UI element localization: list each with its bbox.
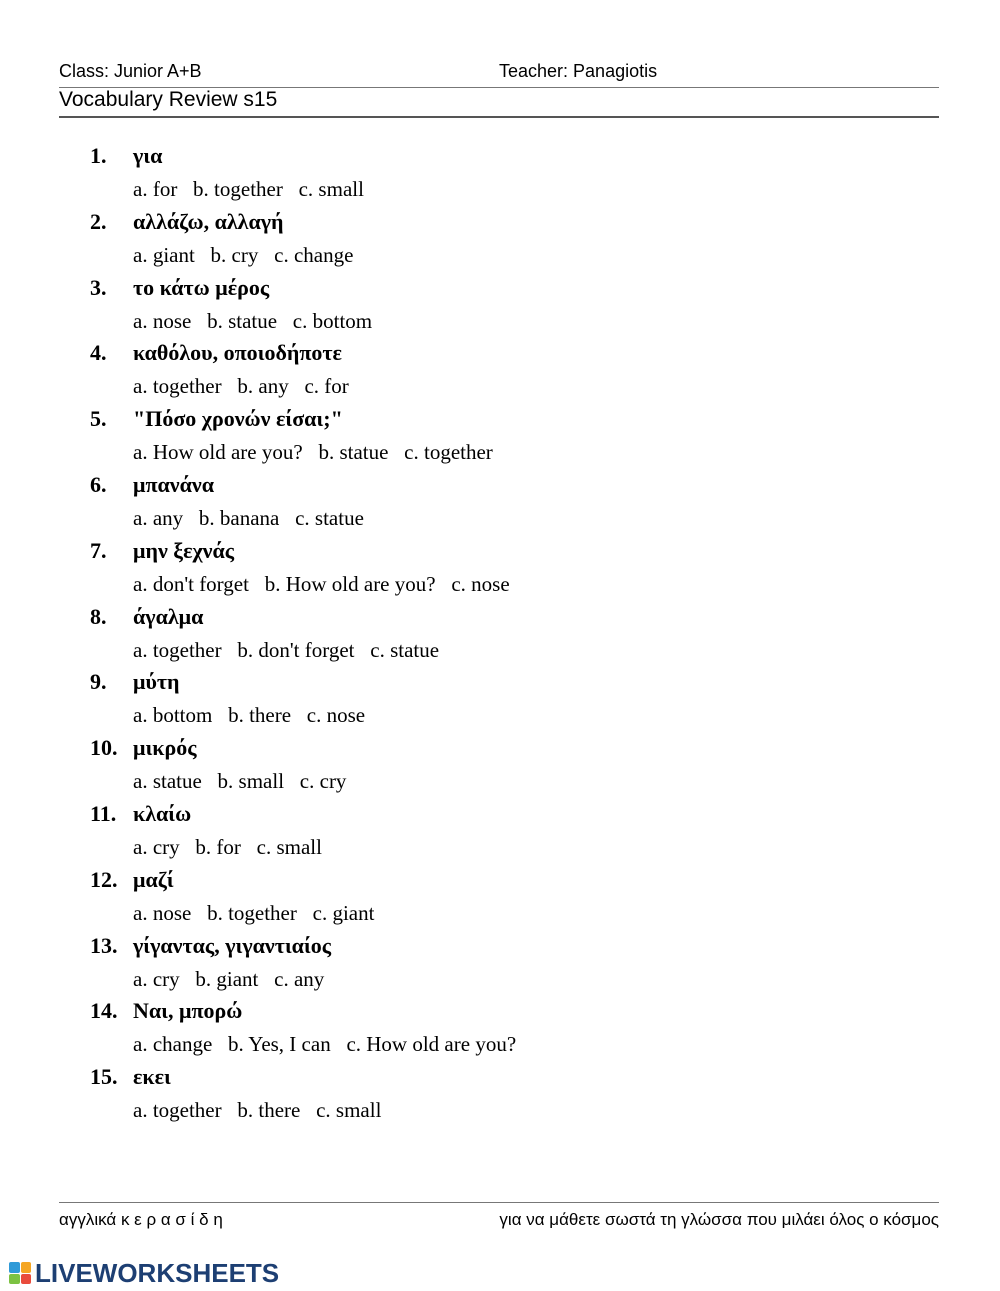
answer-options[interactable]: a. change b. Yes, I can c. How old are you? [133,1032,517,1057]
question-text: για [133,143,163,168]
footer-right-text: για να μάθετε σωστά τη γλώσσα που μιλάει όλος ο κόσμος [499,1210,939,1229]
question-number: 13. [90,932,118,958]
question-text: κλαίω [133,800,192,826]
question-item [0,735,1000,801]
worksheet-title: Vocabulary Review s15 [59,88,278,111]
answer-options[interactable]: a. bottom b. there c. nose [133,703,366,728]
answer-options[interactable]: a. cry b. for c. small [133,834,322,859]
answer-options[interactable]: a. nose b. together c. giant [133,900,375,925]
answer-options[interactable]: a. any b. banana c. statue [133,505,364,530]
question-item [0,340,1000,406]
question-item [0,275,1000,341]
logo-square [9,1274,20,1285]
question-number: 15. [90,1064,118,1090]
question-number: 9. [90,669,107,695]
teacher-label: Teacher: Panagiotis [499,61,658,81]
answer-options[interactable]: a. together b. there c. small [133,1098,382,1123]
answer-options[interactable]: a. together b. don't forget c. statue [133,637,440,662]
question-number: 7. [90,537,107,563]
footer-divider [59,1202,939,1203]
question-item [0,538,1000,604]
question-number: 3. [90,274,107,300]
question-item [0,604,1000,670]
footer-left-text: αγγλικά κ ε ρ α σ ί δ η [59,1210,223,1229]
logo-square [21,1274,32,1285]
question-text: μικρός [133,735,197,761]
question-number: 14. [90,998,118,1024]
question-item [0,143,1000,209]
question-list [0,143,1000,1130]
question-number: 11. [90,800,117,826]
question-number: 10. [90,735,118,761]
answer-options[interactable]: a. giant b. cry c. change [133,242,354,267]
answer-options[interactable]: a. for b. together c. small [133,177,364,201]
question-text: "Πόσο χρονών είσαι;" [133,406,343,432]
class-label: Class: Junior A+B [59,61,202,81]
question-number: 5. [90,406,107,432]
logo-square [21,1262,32,1273]
question-item [0,669,1000,735]
question-text: μαζί [133,866,174,892]
question-number: 8. [90,603,107,629]
logo-square [9,1262,20,1273]
question-number: 2. [90,208,107,234]
question-text: εκει [133,1064,171,1090]
question-number: 12. [90,866,118,892]
question-text: Ναι, μπορώ [133,998,243,1024]
question-text: μπανάνα [133,471,215,497]
question-text: το κάτω μέρος [133,274,270,300]
logo-grid-icon [9,1262,31,1284]
question-number: 4. [90,340,107,366]
question-item [0,998,1000,1064]
answer-options[interactable]: a. How old are you? b. statue c. together [133,440,493,465]
answer-options[interactable]: a. statue b. small c. cry [133,769,347,794]
question-item [0,209,1000,275]
question-text: αλλάζω, αλλαγή [133,208,284,234]
question-item [0,472,1000,538]
answer-options[interactable]: a. cry b. giant c. any [133,966,325,991]
question-item [0,867,1000,933]
question-item [0,933,1000,999]
question-item [0,406,1000,472]
title-divider [59,116,939,118]
question-text: μην ξεχνάς [133,537,235,563]
answer-options[interactable]: a. nose b. statue c. bottom [133,308,373,333]
brand-name: LIVEWORKSHEETS [35,1257,280,1288]
liveworksheets-logo[interactable] [9,1259,279,1287]
answer-options[interactable]: a. don't forget b. How old are you? c. nose [133,571,510,596]
question-text: γίγαντας, γιγαντιαίος [133,932,332,958]
question-text: άγαλμα [133,603,204,629]
answer-options[interactable]: a. together b. any c. for [133,374,349,399]
page-header [59,61,939,85]
question-number: 1. [90,143,107,168]
question-item [0,1064,1000,1130]
question-text: καθόλου, οποιοδήποτε [133,340,342,366]
question-item [0,801,1000,867]
question-text: μύτη [133,669,180,695]
question-number: 6. [90,471,107,497]
